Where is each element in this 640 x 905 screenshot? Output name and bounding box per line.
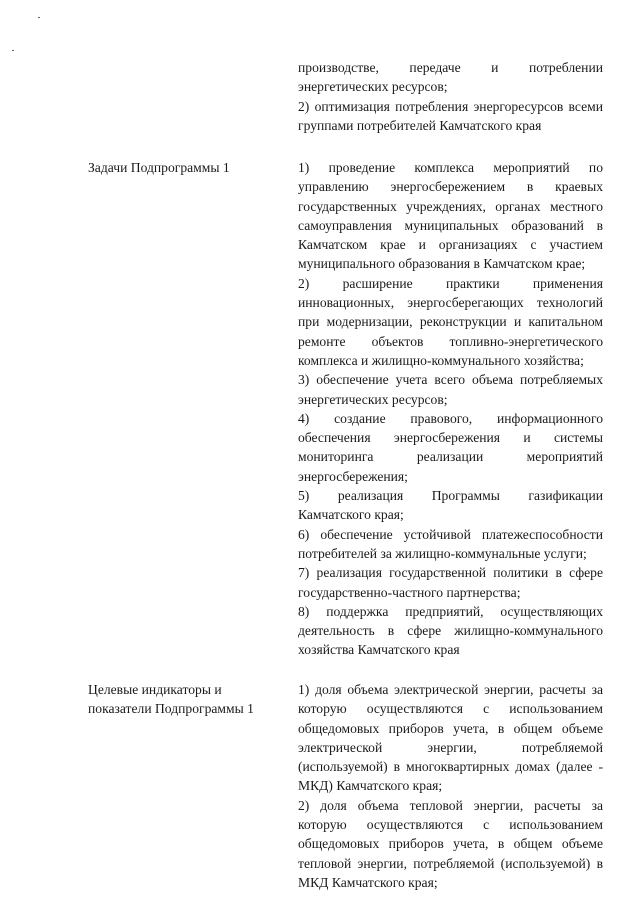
task-item: 4) создание правового, информационного обеспечения энергосбережения и системы мониторинга реализации мероприятий энергосбережения; [298, 410, 603, 484]
indicators-content [298, 680, 603, 892]
goal-item: 2) оптимизация потребления энергоресурсов всеми группами потребителей Камчатского края [298, 98, 603, 133]
task-item: 6) обеспечение устойчивой платежеспособности потребителей за жилищно-коммунальные услуги; [298, 526, 603, 561]
indicator-item: 2) доля объема тепловой энергии, расчеты за которую осуществляются с использованием общедомовых приборов учета, в общем объеме тепловой энергии, потребляемой (используемой) в МКД Камчатского края; [298, 797, 603, 890]
task-item: 3) обеспечение учета всего объема потребляемых энергетических ресурсов; [298, 372, 603, 407]
tasks-content [298, 158, 603, 660]
row-content [298, 58, 603, 135]
indicators-label: Целевые индикаторы и показатели Подпрограммы 1 [88, 682, 254, 717]
goal-item: производстве, передаче и потреблении энергетических ресурсов; [298, 60, 603, 95]
task-item: 5) реализация Программы газификации Камчатского края; [298, 488, 603, 523]
task-item: 8) поддержка предприятий, осуществляющих деятельность в сфере жилищно-коммунального хозяйства Камчатского края [298, 603, 603, 658]
scan-speck [12, 50, 14, 51]
task-item: 2) расширение практики применения инновационных, энергосберегающих технологий при модернизации, реконструкции и капитальном ремонте объектов топливно-энергетического комплекса и жилищно-коммунального хозяйства; [298, 275, 603, 368]
scan-speck [38, 17, 40, 18]
task-item: 7) реализация государственной политики в сфере государственно-частного партнерства; [298, 565, 603, 600]
indicator-item: 1) доля объема электрической энергии, расчеты за которую осуществляются с использованием общедомовых приборов учета, в общем объеме электрической энергии, потребляемой (используемой) в многоквартирных домах (далее - МКД) Камчатского края; [298, 682, 603, 794]
tasks-label: Задачи Подпрограммы 1 [88, 160, 230, 175]
task-item: 1) проведение комплекса мероприятий по управлению энергосбережением в краевых государственных учреждениях, органах местного самоуправления муниципальных образований в Камчатском крае и организациях с участием муниципального образования в Камчатском крае; [298, 160, 603, 272]
